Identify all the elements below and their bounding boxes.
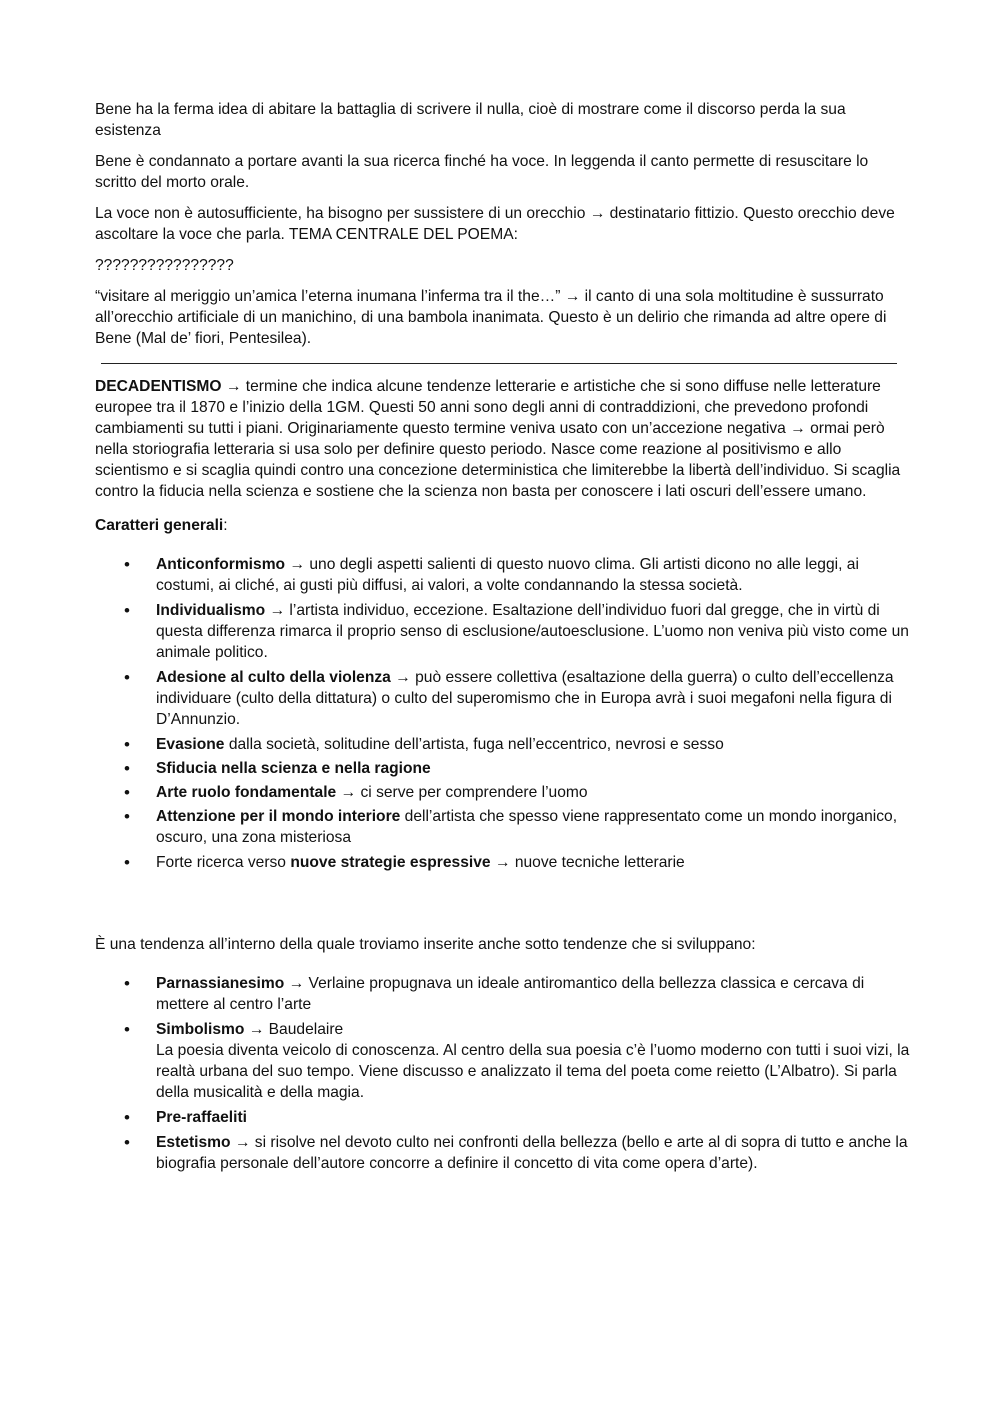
paragraph-bene-nulla: Bene ha la ferma idea di abitare la battaglia di scrivere il nulla, cioè di mostrare come il discorso perda la sua esistenza	[95, 101, 846, 139]
decadentismo-definition: → termine che indica alcune tendenze letterarie e artistiche che si sono diffuse nelle letterature europee tra il 1870 e l’inizio della 1GM. Questi 50 anni sono degli anni di contraddizioni, che prevedono profondi cambiamenti su tutti i piani. Originariamente questo termine veniva usato con un’accezione negativa → ormai però nella storiografia letteraria si usa solo per definire questo periodo. Nasce come reazione al positivismo e allo scientismo e si scaglia quindi contro una concezione deterministica che limiterebbe la libertà dell’individuo. Si scaglia contro la fiducia nella scienza e sostiene che la scienza non basta per conoscere i lati oscuri dell’essere umano.	[95, 378, 901, 500]
list-item	[95, 758, 910, 779]
heading-caratteri-generali	[95, 515, 910, 536]
list-item-description: La poesia diventa veicolo di conoscenza. Al centro della sua poesia c’è l’uomo moderno con tutti i suoi vizi, la realtà urbana del suo tempo. Viene discusso e analizzato il tema del poeta come reietto (L’Albatro). Si parla della musicalità e della magia.	[156, 1042, 910, 1101]
list-item	[95, 782, 910, 803]
term-decadentismo: DECADENTISMO	[95, 378, 222, 395]
list-item	[95, 1132, 910, 1174]
bullet-icon: •	[124, 668, 130, 687]
bullet-icon: •	[124, 1133, 130, 1152]
horizontal-divider	[101, 363, 897, 364]
list-item-term: Anticonformismo	[156, 556, 286, 573]
bullet-icon: •	[124, 735, 130, 754]
list-item-text: → Verlaine propugnava un ideale antiromantico della bellezza classica e cercava di mettere al centro l’arte	[156, 975, 865, 1013]
list-item	[95, 852, 910, 873]
bullet-icon: •	[124, 974, 130, 993]
list-item-text: dell’artista che spesso viene rappresentato come un mondo inorganico, oscuro, una zona misteriosa	[156, 808, 898, 846]
list-item	[95, 554, 910, 596]
bullet-icon: •	[124, 1108, 130, 1127]
section-spacer	[95, 877, 910, 921]
paragraph-visitare: “visitare al meriggio un’amica l’eterna inumana l’inferma tra il the…” → il canto di una sola moltitudine è sussurrato all’orecchio artificiale di un manichino, di una bambola inanimata. Questo è un delirio che rimanda ad altre opere di Bene (Mal de’ fiori, Pentesilea).	[95, 288, 887, 347]
tendenze-list	[95, 973, 910, 1174]
list-item-prefix: Forte ricerca verso	[156, 854, 291, 871]
caratteri-heading-text: Caratteri generali	[95, 517, 224, 534]
list-item-text: → nuove tecniche letterarie	[490, 854, 685, 871]
list-item-term: Sfiducia nella scienza e nella ragione	[156, 760, 431, 777]
bullet-icon: •	[124, 601, 130, 620]
list-item-text: → l’artista individuo, eccezione. Esaltazione dell’individuo fuori dal gregge, che in virtù di questa differenza rimarca il proprio senso di esclusione/autoesclusione. L’uomo non veniva più visto come un animale politico.	[156, 602, 909, 661]
bullet-icon: •	[124, 759, 130, 778]
list-item-term: Estetismo	[156, 1134, 231, 1151]
list-item-term: Pre-raffaeliti	[156, 1109, 247, 1126]
list-item-text: dalla società, solitudine dell’artista, fuga nell’eccentrico, nevrosi e sesso	[224, 736, 724, 753]
caratteri-list	[95, 554, 910, 873]
bullet-icon: •	[124, 783, 130, 802]
list-item	[95, 1107, 910, 1128]
list-item	[95, 973, 910, 1015]
list-item-term: Individualismo	[156, 602, 266, 619]
document-body	[95, 99, 910, 1178]
list-item-text: → si risolve nel devoto culto nei confronti della bellezza (bello e arte al di sopra di tutto e anche la biografia personale dell’autore concorre a definire il concetto di vita come opera d’arte).	[156, 1134, 908, 1172]
list-item-term: Adesione al culto della violenza	[156, 669, 391, 686]
list-item-term: Parnassianesimo	[156, 975, 285, 992]
list-item-text: → Baudelaire	[244, 1021, 344, 1038]
paragraph-voce-orecchio: La voce non è autosufficiente, ha bisogno per sussistere di un orecchio → destinatario fittizio. Questo orecchio deve ascoltare la voce che parla. TEMA CENTRALE DEL POEMA:	[95, 205, 895, 243]
list-item	[95, 1019, 910, 1103]
list-item-text: → può essere collettiva (esaltazione della guerra) o culto dell’eccellenza individuare (culto della dittatura) o culto del superomismo che in Europa avrà i suoi megafoni nella figura di D’Annunzio.	[156, 669, 894, 728]
paragraph-question-marks: ????????????????	[95, 257, 234, 274]
list-item	[95, 600, 910, 663]
list-item-text: → ci serve per comprendere l’uomo	[336, 784, 588, 801]
list-item-term: Attenzione per il mondo interiore	[156, 808, 401, 825]
bullet-icon: •	[124, 555, 130, 574]
paragraph-tendenze-intro: È una tendenza all’interno della quale troviamo inserite anche sotto tendenze che si sviluppano:	[95, 936, 756, 953]
list-item-term: Arte ruolo fondamentale	[156, 784, 337, 801]
paragraph-bene-voce: Bene è condannato a portare avanti la sua ricerca finché ha voce. In leggenda il canto permette di resuscitare lo scritto del morto orale.	[95, 153, 869, 191]
bullet-icon: •	[124, 807, 130, 826]
list-item	[95, 806, 910, 848]
list-item-text: → uno degli aspetti salienti di questo nuovo clima. Gli artisti dicono no alle leggi, ai costumi, ai cliché, ai gusti più diffusi, ai valori, a volte condannando la stessa società.	[156, 556, 859, 594]
list-item-term: Simbolismo	[156, 1021, 245, 1038]
bullet-icon: •	[124, 853, 130, 872]
paragraph-decadentismo	[95, 376, 910, 502]
list-item-term: nuove strategie espressive	[290, 854, 491, 871]
list-item-term: Evasione	[156, 736, 225, 753]
list-item	[95, 734, 910, 755]
caratteri-heading-colon: :	[223, 517, 228, 534]
bullet-icon: •	[124, 1020, 130, 1039]
list-item	[95, 667, 910, 730]
